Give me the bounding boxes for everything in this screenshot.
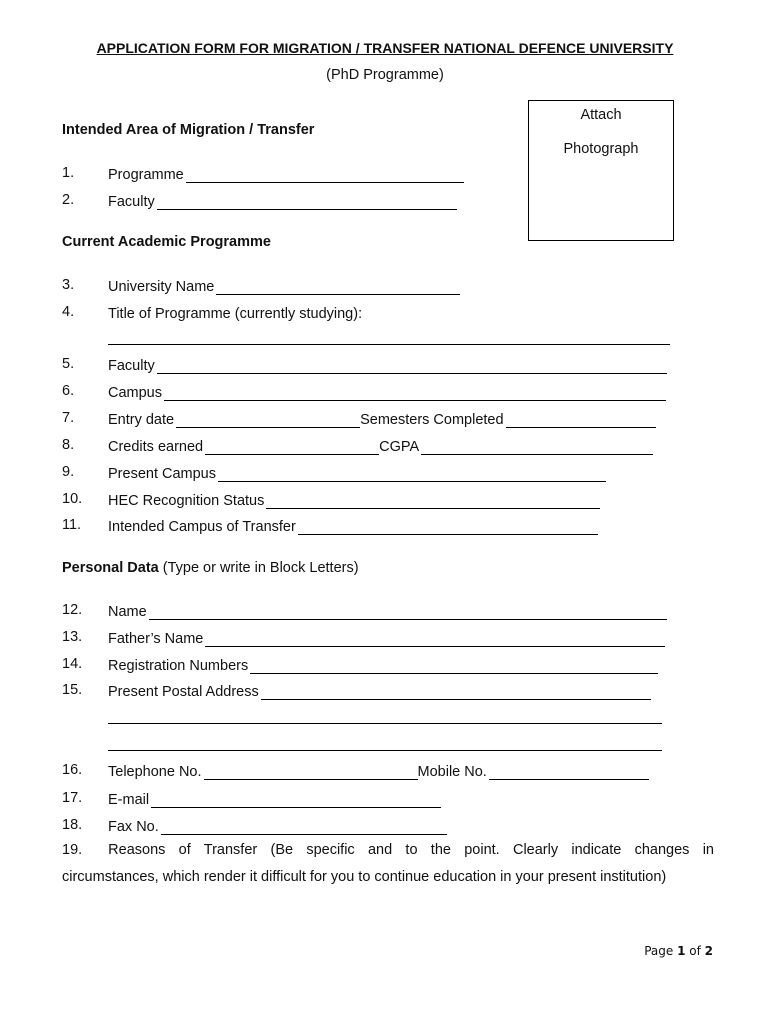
field-label: Faculty [108,194,155,210]
photo-box-line1: Attach [580,107,622,123]
registration-numbers-blank[interactable] [250,659,658,674]
semesters-completed-blank[interactable] [506,413,656,428]
field-number: 16. [62,762,83,778]
field-number: 13. [62,629,83,645]
field-number: 7. [62,410,75,426]
photo-box-line2: Photograph [563,141,639,157]
field-number: 9. [62,464,75,480]
photo-box [528,100,674,241]
field-number: 14. [62,656,83,672]
field-label: Present Postal Address [108,684,259,700]
credits-earned-blank[interactable] [205,440,379,455]
field-label-cgpa: CGPA [379,439,420,455]
personal-data-heading: Personal Data [62,560,159,576]
reasons-text-line2: circumstances, which render it difficult for you to continue education in your present institution) [62,869,667,885]
telephone-blank[interactable] [204,765,418,780]
faculty-blank[interactable] [157,195,457,210]
field-label: Name [108,604,147,620]
field-number: 2. [62,192,75,208]
email-blank[interactable] [151,793,441,808]
reasons-text-line1: Reasons of Transfer (Be specific and to the point. Clearly indicate changes in [108,842,714,858]
field-number: 12. [62,602,83,618]
field-number: 3. [62,277,75,293]
field-label: Faculty [108,358,155,374]
section-current-academic: Current Academic Programme [62,234,271,250]
programme-blank[interactable] [186,168,464,183]
field-label: Fax No. [108,819,159,835]
field-label: Registration Numbers [108,658,249,674]
section-intended-area: Intended Area of Migration / Transfer [62,122,315,138]
field-reasons-of-transfer [62,837,714,891]
field-number: 15. [62,682,83,698]
campus-blank[interactable] [164,386,666,401]
postal-address-blank-line2[interactable] [108,723,662,724]
university-name-blank[interactable] [216,280,460,295]
personal-data-note: (Type or write in Block Letters) [158,560,359,576]
page-prefix: Page [644,944,678,958]
field-label: Telephone No. [108,764,202,780]
field-label: Credits earned [108,439,204,455]
present-campus-blank[interactable] [218,467,606,482]
form-title: APPLICATION FORM FOR MIGRATION / TRANSFER NATIONAL DEFENCE UNIVERSITY [96,40,674,56]
field-label: Present Campus [108,466,216,482]
field-number: 17. [62,790,83,806]
hec-recognition-blank[interactable] [266,494,600,509]
field-label: HEC Recognition Status [108,493,265,509]
field-label: Campus [108,385,162,401]
field-label-semesters: Semesters Completed [360,412,504,428]
mobile-blank[interactable] [489,765,649,780]
title-of-programme-blank[interactable] [108,344,670,345]
page-sep: of [685,944,705,958]
name-blank[interactable] [149,605,667,620]
field-label: Intended Campus of Transfer [108,519,296,535]
fathers-name-blank[interactable] [205,632,665,647]
fax-blank[interactable] [161,820,447,835]
faculty-current-blank[interactable] [157,359,667,374]
field-label-mobile: Mobile No. [417,764,487,780]
field-number: 4. [62,304,75,320]
intended-campus-blank[interactable] [298,520,598,535]
field-number: 5. [62,356,75,372]
field-label: E-mail [108,792,150,808]
page-number [644,944,713,958]
entry-date-blank[interactable] [176,413,360,428]
page-current: 1 [677,944,686,958]
field-label: Title of Programme (currently studying): [108,306,363,322]
field-number: 6. [62,383,75,399]
field-label: Entry date [108,412,175,428]
field-number: 10. [62,491,83,507]
postal-address-blank-line3[interactable] [108,750,662,751]
reasons-line1 [62,837,714,864]
field-number: 11. [62,517,82,533]
field-number: 1. [62,165,75,181]
field-number: 8. [62,437,75,453]
field-label: Father’s Name [108,631,204,647]
form-subtitle: (PhD Programme) [326,67,444,83]
field-number: 18. [62,817,83,833]
section-personal-data [62,560,359,576]
field-number: 19. [62,842,83,858]
field-label: University Name [108,279,215,295]
cgpa-blank[interactable] [421,440,653,455]
postal-address-blank[interactable] [261,685,651,700]
page-total: 2 [704,944,713,958]
field-label: Programme [108,167,184,183]
